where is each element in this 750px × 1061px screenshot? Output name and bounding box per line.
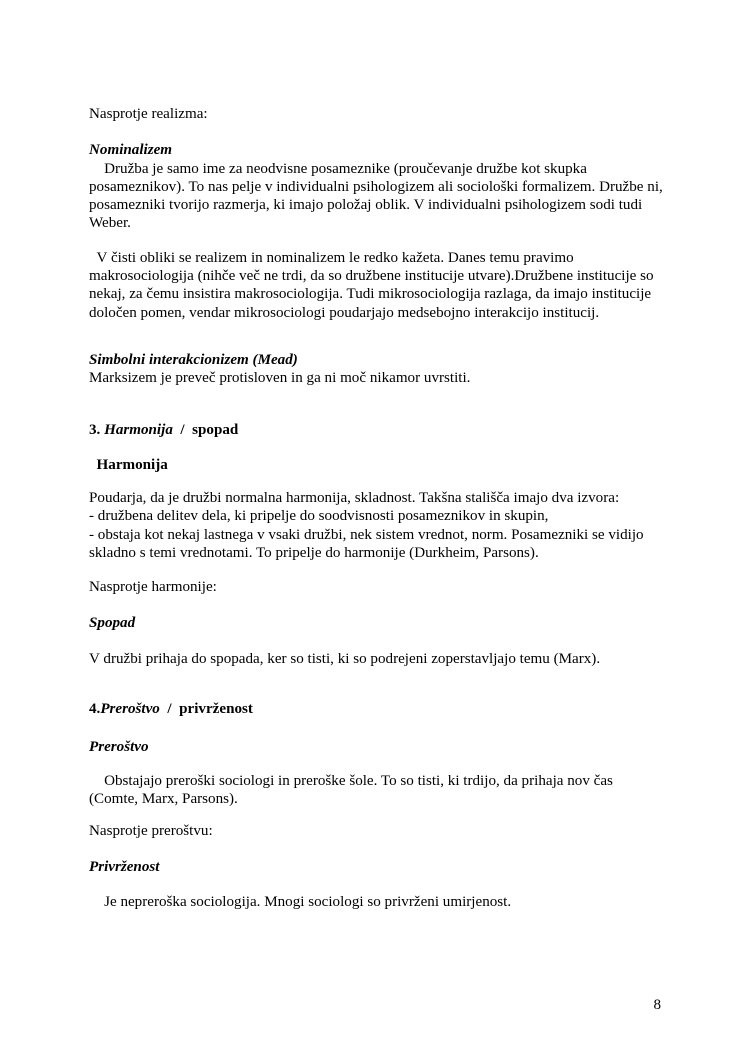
text-run: 4. bbox=[89, 701, 101, 718]
document-body bbox=[89, 105, 667, 911]
heading-simbolni-interakcionizem bbox=[89, 351, 663, 369]
text-run: 3. bbox=[89, 421, 105, 438]
para-nominalizem bbox=[89, 160, 667, 233]
heading-privrzenost bbox=[89, 858, 663, 876]
text-run: / spopad bbox=[172, 421, 239, 438]
label-nasprotje-prerostvu bbox=[89, 822, 663, 840]
label-nasprotje-harmonije bbox=[89, 578, 663, 596]
heading-harmonija bbox=[89, 456, 663, 474]
text-run: Simbolni interakcionizem (Mead) bbox=[89, 351, 298, 368]
text-run: Spopad bbox=[89, 614, 136, 631]
text-run: Je nepreroška sociologija. Mnogi sociologi so privrženi umirjenost. bbox=[89, 894, 512, 911]
label-nasprotje-realizma bbox=[89, 105, 663, 123]
para-privrzenost bbox=[89, 893, 663, 911]
para-cisti-obliki bbox=[89, 249, 663, 322]
text-run: Nominalizem bbox=[89, 142, 173, 159]
text-run: Privrženost bbox=[89, 858, 160, 875]
text-run: Družba je samo ime za neodvisne posameznike (proučevanje družbe kot skupka posameznikov). To nas pelje v individualni psihologizem ali sociološki formalizem. Družbe ni, posamezniki tvorijo razmerja, ki imajo položaj oblik. V individualni psihologizem sodi tudi Weber. bbox=[89, 160, 667, 232]
para-harmonija bbox=[89, 489, 663, 562]
para-marksizem bbox=[89, 369, 663, 387]
text-run: Harmonija bbox=[104, 421, 173, 438]
text-run: V družbi prihaja do spopada, ker so tisti, ki so podrejeni zoperstavljajo temu (Marx). bbox=[89, 650, 601, 667]
text-run: - družbena delitev dela, ki pripelje do soodvisnosti posameznikov in skupin, bbox=[89, 508, 549, 525]
text-run: Poudarja, da je družbi normalna harmonija, skladnost. Takšna stališča imajo dva izvora: bbox=[89, 490, 620, 507]
para-spopad bbox=[89, 650, 663, 668]
text-run: Preroštvo bbox=[89, 738, 149, 755]
text-run: Preroštvo bbox=[100, 701, 160, 718]
text-run: V čisti obliki se realizem in nominalizem le redko kažeta. Danes temu pravimo makrosociologija (nihče več ne trdi, da so družbene institucije utvare).Družbene institucije so nekaj, za čemu insistira makrosociologija. Tudi mikrosociologija razlaga, da imajo institucije določen pomen, vendar mikrosociologi poudarjajo medsebojno interakcijo institucij. bbox=[89, 249, 658, 321]
heading-spopad bbox=[89, 614, 663, 632]
para-prerostvo bbox=[89, 772, 663, 809]
text-run: Nasprotje realizma: bbox=[89, 106, 208, 122]
text-run: Nasprotje harmonije: bbox=[89, 579, 217, 596]
heading-4-prerostvo-privrzenost bbox=[89, 700, 663, 718]
text-run: / privrženost bbox=[159, 701, 253, 718]
text-run: Marksizem je preveč protisloven in ga ni moč nikamor uvrstiti. bbox=[89, 370, 471, 387]
heading-3-harmonija-spopad bbox=[89, 421, 663, 439]
heading-nominalizem bbox=[89, 141, 663, 159]
text-run: Nasprotje preroštvu: bbox=[89, 823, 213, 840]
text-run: - obstaja kot nekaj lastnega v vsaki družbi, nek sistem vrednot, norm. Posamezniki se vidijo skladno s temi vrednotami. To pripelje do harmonije (Durkheim, Parsons). bbox=[89, 526, 648, 562]
text-run: Harmonija bbox=[89, 456, 168, 473]
heading-prerostvo bbox=[89, 738, 663, 756]
page-number: 8 bbox=[653, 997, 661, 1013]
text-run: Obstajajo preroški sociologi in preroške šole. To so tisti, ki trdijo, da prihaja nov čas (Comte, Marx, Parsons). bbox=[89, 772, 617, 808]
